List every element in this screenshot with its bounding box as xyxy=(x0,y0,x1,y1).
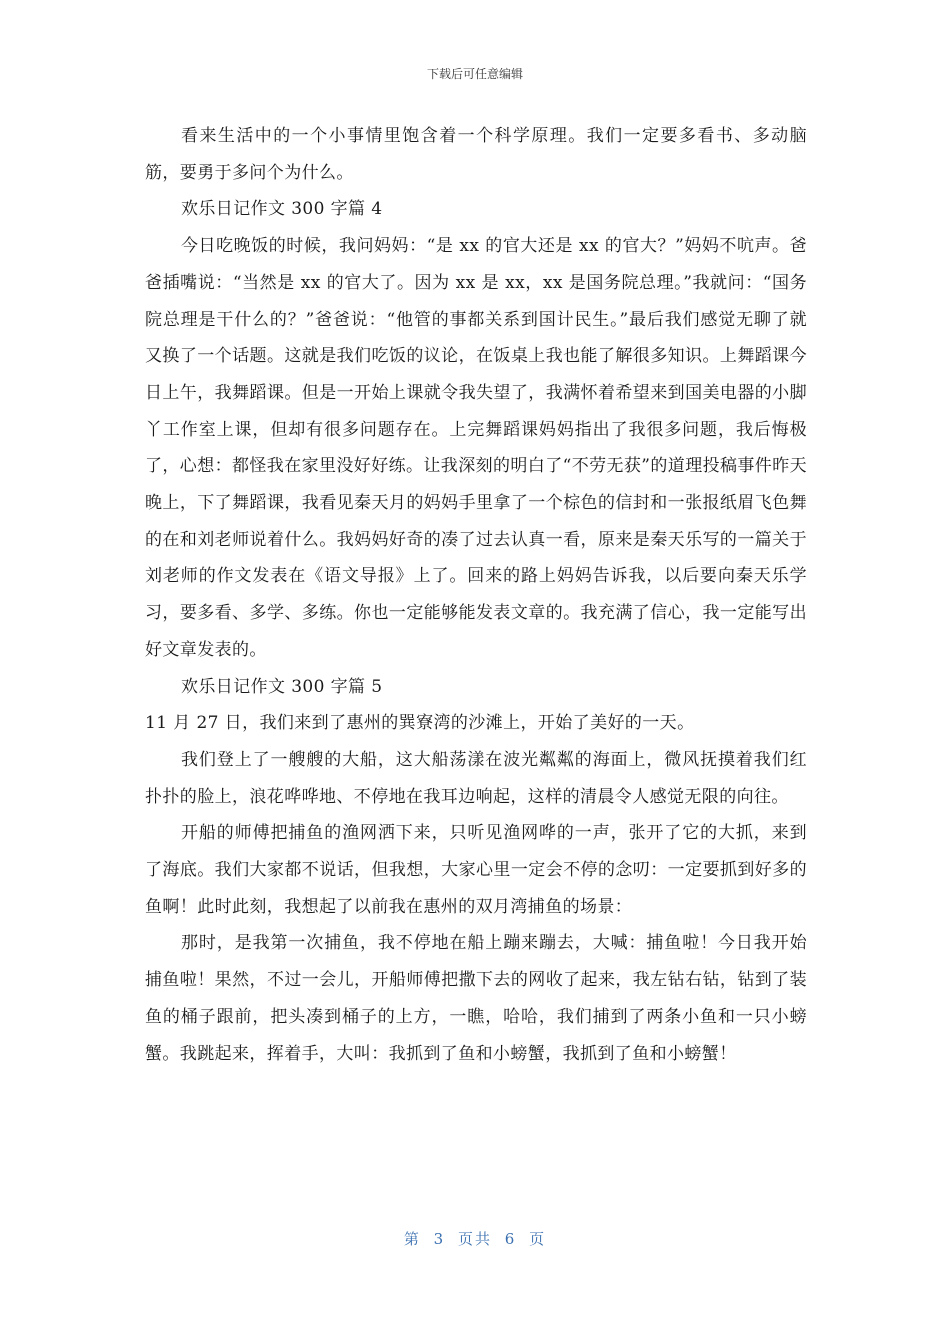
section-heading: 欢乐日记作文 300 字篇 5 xyxy=(181,676,383,697)
paragraph: 那时，是我第一次捕鱼，我不停地在船上蹦来蹦去，大喊：捕鱼啦！今日我开始捕鱼啦！果然，不过一会儿，开船师傅把撒下去的网收了起来，我左钻右钻，钻到了装鱼的桶子跟前，把头凑到桶子的上方，一瞧，哈哈，我们捕到了两条小鱼和一只小螃蟹。我跳起来，挥着手，大叫：我抓到了鱼和小螃蟹，我抓到了鱼和小螃蟹！ xyxy=(145,933,807,1064)
paragraph: 开船的师傅把捕鱼的渔网洒下来，只听见渔网哗的一声，张开了它的大抓，来到了海底。我们大家都不说话，但我想，大家心里一定会不停的念叨：一定要抓到好多的鱼啊！此时此刻，我想起了以前我在惠州的双月湾捕鱼的场景： xyxy=(145,823,807,917)
page-footer: 第 3 页共 6 页 xyxy=(403,1230,547,1248)
section-heading: 欢乐日记作文 300 字篇 4 xyxy=(181,199,383,220)
page-header: 下载后可任意编辑 xyxy=(426,67,523,81)
paragraph: 今日吃晚饭的时候，我问妈妈：“是 xx 的官大还是 xx 的官大？”妈妈不吭声。爸爸插嘴说：“当然是 xx 的官大了。因为 xx 是 xx，xx 是国务院总理。”我就问：“国务院总理是干什么的？”爸爸说：“他管的事都关系到国计民生。”最后我们感觉无聊了就又换了一个话题。这就是我们吃饭的议论，在饭桌上我也能了解很多知识。上舞蹈课今日上午，我舞蹈课。但是一开始上课就令我失望了，我满怀着希望来到国美电器的小脚丫工作室上课，但却有很多问题存在。上完舞蹈课妈妈指出了我很多问题，我后悔极了，心想：都怪我在家里没好好练。让我深刻的明白了“不劳无获”的道理投稿事件昨天晚上，下了舞蹈课，我看见秦天月的妈妈手里拿了一个棕色的信封和一张报纸眉飞色舞的在和刘老师说着什么。我妈妈好奇的凑了过去认真一看，原来是秦天乐写的一篇关于刘老师的作文发表在《语文导报》上了。回来的路上妈妈告诉我，以后要向秦天乐学习，要多看、多学、多练。你也一定能够能发表文章的。我充满了信心，我一定能写出好文章发表的。 xyxy=(145,236,807,660)
paragraph: 我们登上了一艘艘的大船，这大船荡漾在波光粼粼的海面上，微风抚摸着我们红扑扑的脸上，浪花哗哗地、不停地在我耳边响起，这样的清晨令人感觉无限的向往。 xyxy=(145,749,807,807)
paragraph: 看来生活中的一个小事情里饱含着一个科学原理。我们一定要多看书、多动脑筋，要勇于多问个为什么。 xyxy=(145,126,807,183)
paragraph: 11 月 27 日，我们来到了惠州的巽寮湾的沙滩上，开始了美好的一天。 xyxy=(145,713,695,734)
document-body xyxy=(145,118,807,1072)
